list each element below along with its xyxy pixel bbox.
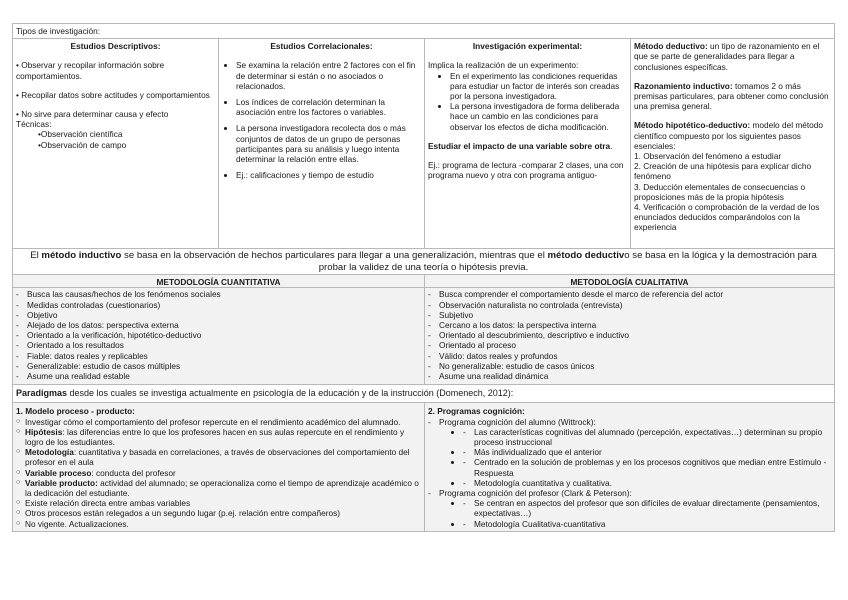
methodology-header-row (13, 275, 835, 288)
technique-item: •Observación científica (38, 129, 123, 140)
model1-item: ○ Variable proceso: conducta del profesor (16, 468, 421, 478)
qualitative-item: - Válido: datos reales y profundos (428, 351, 831, 361)
experimental-cell (425, 39, 631, 249)
experimental-bullet: • La persona investigadora de forma deliberada hace un cambio en las condiciones para observar los efectos de dicha modificación. (450, 101, 627, 132)
model1-item: ○ Metodología: cuantitativa y basada en correlaciones, a través de observaciones del comportamiento del profesor en el aula (16, 447, 421, 467)
model1-title: 1. Modelo proceso - producto: (16, 406, 135, 417)
paradigms-row (13, 385, 835, 403)
descriptive-bullet-1: • Observar y recopilar información sobre comportamientos. (16, 60, 165, 81)
methods-cell (631, 39, 835, 249)
descriptive-bullet-2: • Recopilar datos sobre actitudes y comportamientos (16, 89, 210, 100)
descriptive-bullet-3: • No sirve para determinar causa y efecto (16, 109, 169, 120)
student-cognition-item: - • Las características cognitivas del alumnado (percepción, expectativas…) determinan su propio proceso instruccional (463, 427, 831, 447)
quantitative-item: - Busca las causas/hechos de los fenómenos sociales (16, 289, 421, 299)
qualitative-list-cell (425, 288, 835, 385)
quantitative-list-cell (13, 288, 425, 385)
teacher-cognition-program: - Programa cognición del profesor (Clark & Peterson): - • Se centran en aspectos del profesor que son difíciles de evaluar directamente (pensamientos, expectativas…) - • Metodología Cualitativa-cuantitativa (428, 488, 831, 529)
qualitative-item: - Asume una realidad dinámica (428, 371, 831, 381)
student-cognition-item: - • Más individualizado que el anterior (463, 447, 831, 457)
title-row (13, 24, 835, 39)
quantitative-item: - Generalizable: estudio de casos múltiples (16, 361, 421, 371)
process-product-model-cell (13, 403, 425, 531)
deductive-method: Método deductivo: un tipo de razonamiento en el que se parte de generalidades para llegar a conclusiones específicas. (634, 41, 820, 72)
quantitative-item: - Orientado a la verificación, hipotético-deductivo (16, 330, 421, 340)
correlational-bullet: • Ej.: calificaciones y tiempo de estudio (236, 170, 421, 180)
models-row (13, 403, 835, 531)
experimental-bullet: • En el experimento las condiciones requeridas para estudiar un factor de interés son creadas por la persona investigadora. (450, 71, 627, 102)
descriptive-cell (13, 39, 219, 249)
correlational-header: Estudios Correlacionales: (270, 41, 373, 52)
note-row (13, 249, 835, 275)
qualitative-item: - Observación naturalista no controlada (entrevista) (428, 300, 831, 310)
model1-item: ○ Investigar cómo el comportamiento del profesor repercute en el rendimiento académico del alumnado. (16, 417, 421, 427)
experimental-intro: Implica la realización de un experimento: (428, 60, 579, 71)
qualitative-header: METODOLOGÍA CUALITATIVA (425, 275, 835, 288)
correlational-bullet: • Se examina la relación entre 2 factores con el fin de determinar si están o no asociados o relacionados. (236, 60, 421, 91)
model1-item: ○ Variable producto: actividad del alumnado; se operacionaliza como el tiempo de aprendizaje académico o la dedicación del estudiante. (16, 478, 421, 498)
qualitative-item: - Orientado al proceso (428, 340, 831, 350)
teacher-cognition-item: - • Se centran en aspectos del profesor que son difíciles de evaluar directamente (pensamientos, expectativas…) (463, 498, 831, 518)
model1-item: ○ Existe relación directa entre ambas variables (16, 498, 421, 508)
paradigms-intro: Paradigmas desde los cuales se investiga actualmente en psicología de la educación y de la instrucción (Domenech, 2012): (13, 385, 835, 403)
correlational-cell (219, 39, 425, 249)
experimental-header: Investigación experimental: (472, 41, 583, 52)
quantitative-item: - Alejado de los datos: perspectiva externa (16, 320, 421, 330)
quantitative-item: - Fiable: datos reales y replicables (16, 351, 421, 361)
impact-heading: Estudiar el impacto de una variable sobre otra. (428, 140, 613, 151)
qualitative-item: - Cercano a los datos: la perspectiva interna (428, 320, 831, 330)
teacher-cognition-item: - • Metodología Cualitativa-cuantitativa (463, 519, 831, 529)
model1-item: ○ Hipótesis: las diferencias entre lo que los profesores hacen en sus aulas repercute en el rendimiento y logro de los estudiantes. (16, 427, 421, 447)
cognition-programs-cell (425, 403, 835, 531)
quantitative-item: - Asume una realidad estable (16, 371, 421, 381)
methodology-items-row (13, 288, 835, 385)
quantitative-item: - Objetivo (16, 310, 421, 320)
qualitative-item: - No generalizable: estudio de casos únicos (428, 361, 831, 371)
study-types-row (13, 39, 835, 249)
method-step: 3. Deducción elementales de consecuencias o proposiciones más de la propia hipótesis (634, 181, 806, 202)
technique-item: •Observación de campo (38, 139, 127, 150)
quantitative-item: - Medidas controladas (cuestionarios) (16, 300, 421, 310)
descriptive-header: Estudios Descriptivos: (70, 41, 161, 52)
qualitative-item: - Orientado al descubrimiento, descriptivo e inductivo (428, 330, 831, 340)
model1-item: ○ Otros procesos están relegados a un segundo lugar (p.ej. relación entre compañeros) (16, 508, 421, 518)
qualitative-item: - Busca comprender el comportamiento desde el marco de referencia del actor (428, 289, 831, 299)
student-cognition-item: - • Metodología cuantitativa y cualitativa. (463, 478, 831, 488)
method-step: 4. Verificación o comprobación de la verdad de los enunciados deducidos comparándolos con la experiencia (634, 202, 820, 233)
methods-note: El método inductivo se basa en la observación de hechos particulares para llegar a una generalización, mientras que el método deductivo se basa en la lógica y la demostración para probar la validez de una teoría o hipótesis previa. (13, 249, 835, 275)
techniques-label: Técnicas: (16, 119, 52, 130)
table-title: Tipos de investigación: (13, 24, 835, 39)
quantitative-item: - Orientado a los resultados (16, 340, 421, 350)
correlational-bullet: • La persona investigadora recolecta dos o más conjuntos de datos de un grupo de personas participantes para su análisis y luego intenta determinar la relación entre ellas. (236, 123, 421, 164)
correlational-bullet: • Los índices de correlación determinan la asociación entre los factores o variables. (236, 97, 421, 117)
quantitative-header: METODOLOGÍA CUANTITATIVA (13, 275, 425, 288)
student-cognition-program: - Programa cognición del alumno (Wittrock): - • Las características cognitivas del alumnado (percepción, expectativas…) determinan su propio proceso instruccional - • Más individualizado que el anterior - • Centrado en la solución de problemas y en los procesos cognitivos que median entre Estímulo - Respuesta - • Metodología cuantitativa y cualitativa. (428, 417, 831, 488)
model1-item: ○ No vigente. Actualizaciones. (16, 519, 421, 529)
qualitative-item: - Subjetivo (428, 310, 831, 320)
method-step: 2. Creación de una hipótesis para explicar dicho fenómeno (634, 161, 812, 182)
inductive-reasoning: Razonamiento inductivo: tomamos 2 o más premisas particulares, para obtener como conclusión una premisa general. (634, 80, 829, 112)
hypothetico-deductive-method: Método hipotético-deductivo: modelo del método científico compuesto por los siguientes pasos esenciales: (634, 120, 824, 151)
model2-title: 2. Programas cognición: (428, 406, 525, 417)
method-step: 1. Observación del fenómeno a estudiar (634, 151, 782, 162)
student-cognition-item: - • Centrado en la solución de problemas y en los procesos cognitivos que median entre Estímulo - Respuesta (463, 457, 831, 477)
research-types-table (12, 23, 835, 532)
experimental-example: Ej.: programa de lectura -comparar 2 clases, una con programa nuevo y otra con programa antiguo- (428, 160, 624, 181)
